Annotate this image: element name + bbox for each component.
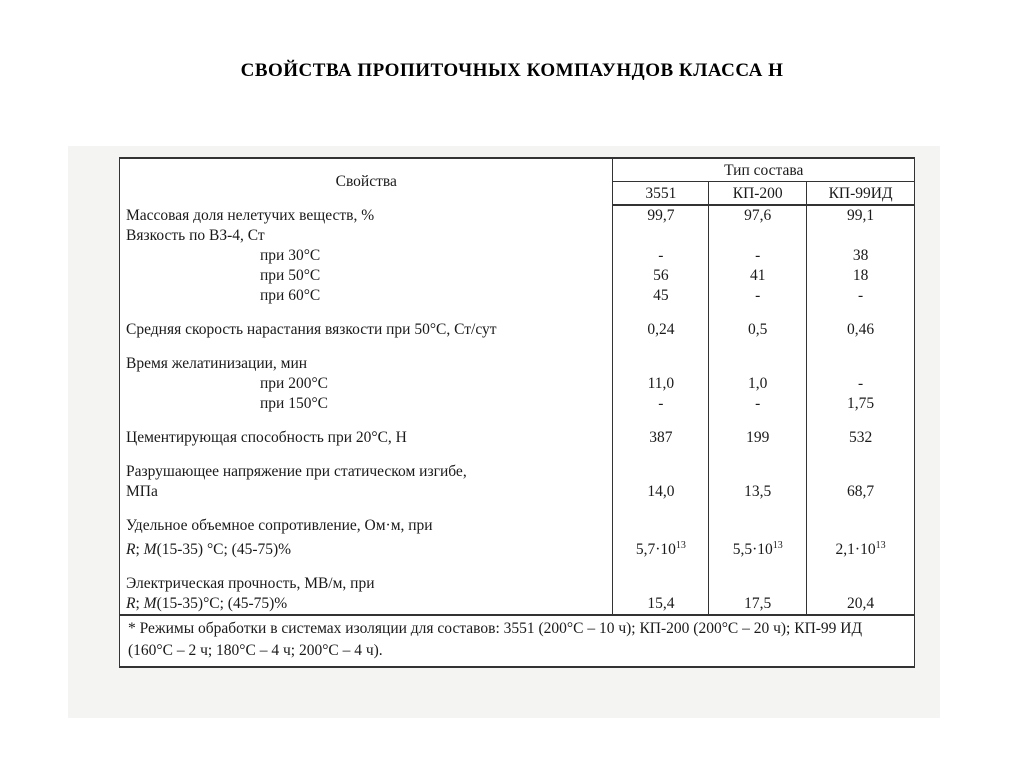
- cell-value: 20,4: [807, 594, 915, 615]
- column-header-kp99id: КП-99ИД: [807, 182, 915, 206]
- cell-value: -: [807, 286, 915, 306]
- table-row: [120, 462, 915, 482]
- cell-value: 199: [709, 428, 807, 448]
- cell-value: $2,1\cdot 10^{13}$: [807, 536, 915, 560]
- row-label: Электрическая прочность, МВ/м, при: [120, 574, 613, 594]
- slide-title: СВОЙСТВА ПРОПИТОЧНЫХ КОМПАУНДОВ КЛАССА Н: [240, 60, 784, 81]
- footnote-row: [120, 615, 915, 667]
- row-label: Средняя скорость нарастания вязкости при 50°С, Ст/сут: [120, 320, 613, 340]
- cell-value: 0,46: [807, 320, 915, 340]
- table-row: [120, 246, 915, 266]
- cell-value: -: [709, 286, 807, 306]
- cell-value: 99,7: [613, 205, 709, 226]
- cell-value: 387: [613, 428, 709, 448]
- cell-value: 38: [807, 246, 915, 266]
- cell-value: 45: [613, 286, 709, 306]
- cell-value: 14,0: [613, 482, 709, 502]
- cell-value: 1,75: [807, 394, 915, 414]
- table-row: [120, 266, 915, 286]
- table-row: [120, 226, 915, 246]
- row-sublabel: при 50°С: [120, 266, 613, 286]
- cell-value: $5,5\cdot 10^{13}$: [709, 536, 807, 560]
- cell-value: 97,6: [709, 205, 807, 226]
- row-label-cont: R; M(15-35) °С; (45-75)%: [120, 536, 613, 560]
- table-row: [120, 286, 915, 306]
- table-row: [120, 374, 915, 394]
- row-sublabel: при 60°С: [120, 286, 613, 306]
- row-label-cont: R; M(15-35)°С; (45-75)%: [120, 594, 613, 615]
- cell-value: -: [709, 394, 807, 414]
- row-sublabel: при 150°С: [120, 394, 613, 414]
- row-label: Цементирующая способность при 20°С, Н: [120, 428, 613, 448]
- cell-value: 41: [709, 266, 807, 286]
- row-label: Массовая доля нелетучих веществ, %: [120, 205, 613, 226]
- cell-value: 13,5: [709, 482, 807, 502]
- cell-value: 56: [613, 266, 709, 286]
- table-row: [120, 516, 915, 536]
- row-sublabel: при 200°С: [120, 374, 613, 394]
- table-row: [120, 205, 915, 226]
- table-row: [120, 594, 915, 615]
- footnote: * Режимы обработки в системах изоляции для составов: 3551 (200°С – 10 ч); КП-200 (200°С – 20 ч); КП-99 ИД (160°С – 2 ч; 180°С – 4 ч; 200°С – 4 ч).: [120, 615, 915, 667]
- row-label: Вязкость по ВЗ-4, Ст: [120, 226, 613, 246]
- cell-value: 17,5: [709, 594, 807, 615]
- cell-value: 532: [807, 428, 915, 448]
- cell-value: -: [613, 246, 709, 266]
- table-row: [120, 428, 915, 448]
- row-label-cont: МПа: [120, 482, 613, 502]
- table-row: [120, 320, 915, 340]
- cell-value: 15,4: [613, 594, 709, 615]
- row-label: Удельное объемное сопротивление, Ом·м, при: [120, 516, 613, 536]
- cell-value: 0,5: [709, 320, 807, 340]
- cell-value: 68,7: [807, 482, 915, 502]
- cell-value: 11,0: [613, 374, 709, 394]
- column-header-3551: 3551: [613, 182, 709, 206]
- table-row: [120, 354, 915, 374]
- row-label: Разрушающее напряжение при статическом изгибе,: [120, 462, 613, 482]
- cell-value: 1,0: [709, 374, 807, 394]
- header-composition-type: Тип состава: [613, 158, 915, 182]
- row-sublabel: при 30°С: [120, 246, 613, 266]
- table-row: [120, 482, 915, 502]
- cell-value: 0,24: [613, 320, 709, 340]
- table-row: [120, 394, 915, 414]
- column-header-kp200: КП-200: [709, 182, 807, 206]
- cell-value: -: [613, 394, 709, 414]
- table-row: [120, 574, 915, 594]
- cell-value: 18: [807, 266, 915, 286]
- properties-table: [119, 157, 915, 668]
- cell-value: 99,1: [807, 205, 915, 226]
- cell-value: $5,7\cdot 10^{13}$: [613, 536, 709, 560]
- table-row: [120, 536, 915, 560]
- row-label: Время желатинизации, мин: [120, 354, 613, 374]
- header-properties: Свойства: [120, 158, 613, 205]
- cell-value: -: [709, 246, 807, 266]
- cell-value: -: [807, 374, 915, 394]
